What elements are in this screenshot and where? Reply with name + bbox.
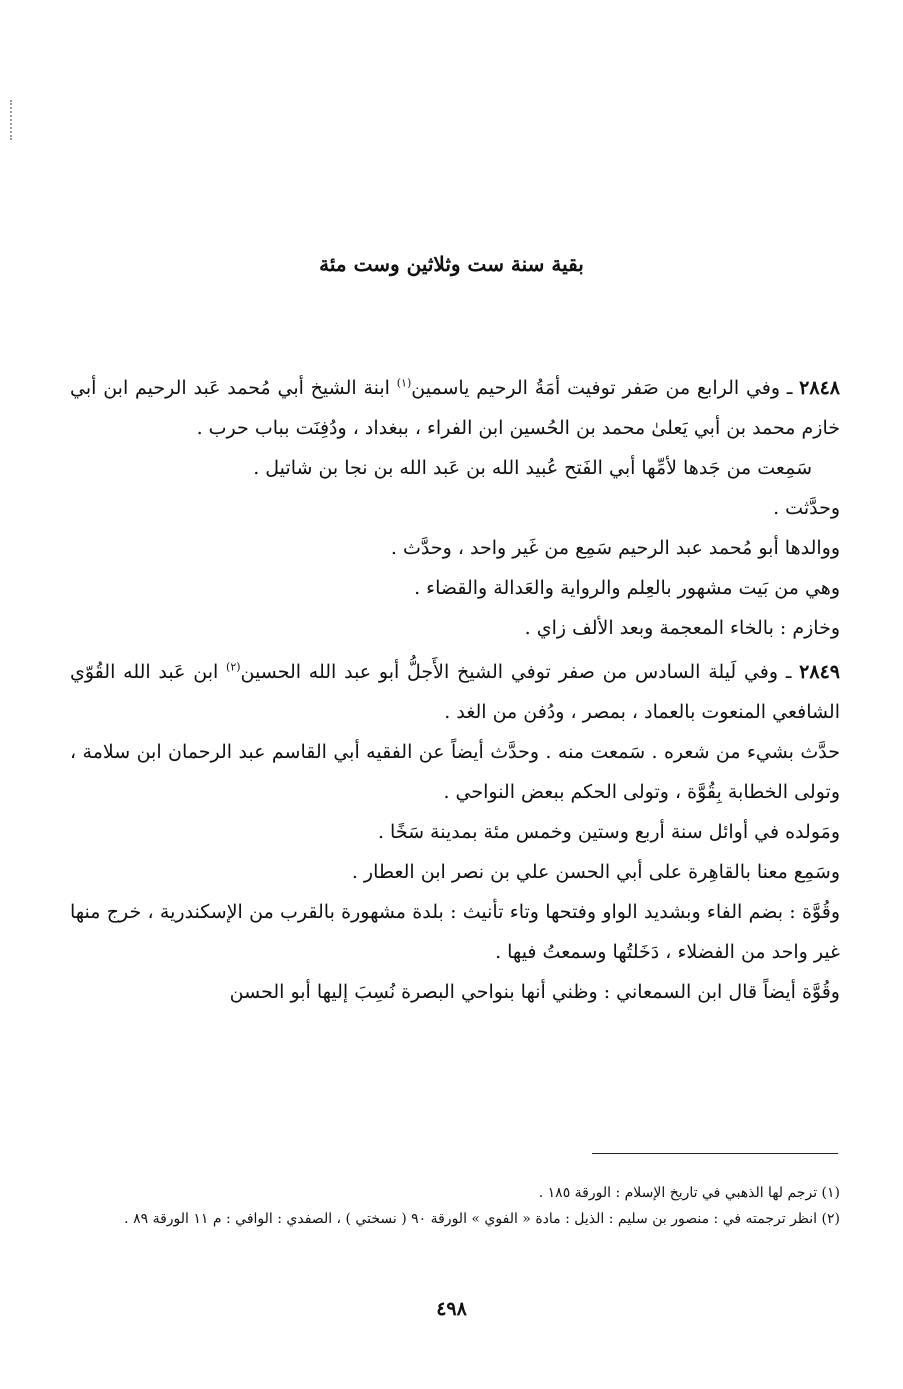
entry-text: ابن عَبد الله القُوّي الشافعي المنعوت بالعماد ، بمصر ، ودُفن من الغد . [70,661,840,723]
entry-text: ـ وفي لَيلة السادس من صفر توفي الشيخ الأَجلُّ أبو عبد الله الحسين [240,661,800,683]
footnote-ref: (١) [396,376,412,390]
paragraph: وقُوَّة : بضم الفاء وبشديد الواو وفتحها وتاء تأنيث : بلدة مشهورة بالقرب من الإسكندرية ، خرج منها غير واحد من الفضلاء ، دَخَلتُها وسمعتُ فيها . [70,901,840,963]
paragraph: ووالدها أبو مُحمد عبد الرحيم سَمِع من غَير واحد ، وحدَّث . [390,537,840,559]
entry-number: ٢٨٤٨ [799,377,840,399]
paragraph: حدَّث بشيء من شعره . سَمعت منه . وحدَّث أيضاً عن الفقيه أبي القاسم عبد الرحمان ابن سلامة ، وتولى الخطابة بِقُوَّة ، وتولى الحكم ببعض النواحي . [70,741,840,803]
entry-2849-opening [70,652,840,732]
footnote: (٢) انظر ترجمته في : منصور بن سليم : الذيل : مادة « الفوي » الورقة ٩٠ ( نسختي ) ، الصفدي : الوافي : م ١١ الورقة ٨٩ . [124,1211,840,1227]
footnote: (١) ترجم لها الذهبي في تاريخ الإسلام : الورقة ١٨٥ . [538,1185,840,1201]
page-number: ٤٩٨ [436,1298,467,1320]
paragraph: وقُوَّة أيضاً قال ابن السمعاني : وظني أنها بنواحي البصرة نُسِبَ إليها أبو الحسن [229,981,840,1003]
footnote-ref: (٢) [226,660,241,674]
margin-mark [10,100,16,140]
paragraph: وهي من بَيت مشهور بالعِلم والرواية والعَدالة والقضاء . [414,577,840,599]
paragraph: وخازم : بالخاء المعجمة وبعد الألف زاي . [524,617,840,639]
entry-number: ٢٨٤٩ [799,661,840,683]
paragraph: ومَولده في أوائل سنة أربع وستين وخمس مئة بمدينة سَخًا . [377,821,840,843]
footnotes [70,1180,840,1232]
body-text [70,368,840,1012]
section-heading: بقية سنة ست وثلاثين وست مئة [319,252,584,276]
paragraph: وحدَّثت . [773,497,840,519]
footnote-divider [592,1153,838,1154]
paragraph: وسَمِع معنا بالقاهِرة على أبي الحسن علي بن نصر ابن العطار . [351,861,840,883]
paragraph: سَمِعت من جَدها لأمِّها أبي الفَتح عُبيد الله بن عَبد الله بن نجا بن شاتيل . [253,457,812,479]
entry-text: ابنة الشيخ أبي مُحمد عَبد الرحيم ابن أبي خازم محمد بن أبي يَعلىٰ محمد بن الحُسين ابن الفراء ، ببغداد ، ودُفِنَت بباب حرب . [70,377,840,439]
entry-text: ـ وفي الرابع من صَفر توفيت أمَةُ الرحيم ياسمين [411,377,800,399]
entry-2848-opening [70,368,840,448]
